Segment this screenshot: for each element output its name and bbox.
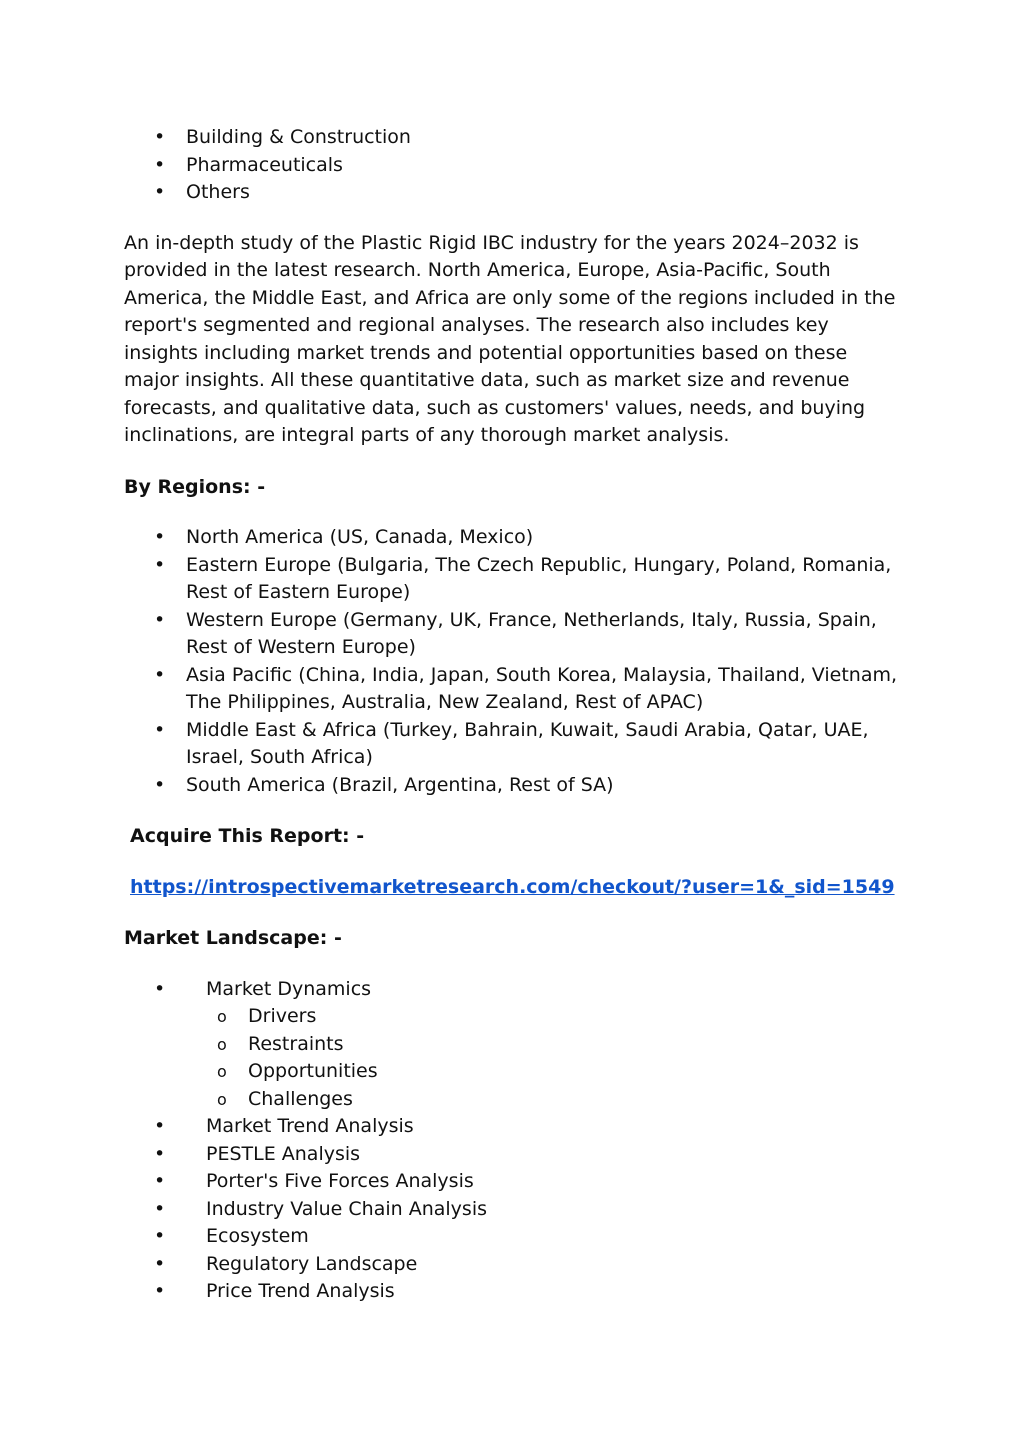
- list-item: • Ecosystem: [124, 1223, 902, 1251]
- dynamics-sublist: [124, 1003, 902, 1113]
- landscape-heading: Market Landscape: -: [124, 927, 342, 949]
- list-item: • Western Europe (Germany, UK, France, Netherlands, Italy, Russia, Spain, Rest of Western Europe): [124, 607, 902, 662]
- sub-list-item: o Challenges: [124, 1086, 902, 1114]
- checkout-link[interactable]: https://introspectivemarketresearch.com/checkout/?user=1&_sid=1549: [130, 875, 895, 898]
- list-item: • Market Trend Analysis: [124, 1113, 902, 1141]
- list-item: • Pharmaceuticals: [124, 152, 902, 180]
- sub-list-item: o Drivers: [124, 1003, 902, 1031]
- list-item: • Others: [124, 179, 902, 207]
- regions-heading: By Regions: -: [124, 475, 266, 498]
- landscape-list-rest: [124, 1113, 902, 1306]
- acquire-link-row: [124, 874, 902, 902]
- list-item: • South America (Brazil, Argentina, Rest of SA): [124, 772, 902, 800]
- sub-list-item: o Restraints: [124, 1031, 902, 1059]
- list-item: • Porter's Five Forces Analysis: [124, 1168, 902, 1196]
- landscape-list: [124, 976, 902, 1004]
- list-item: • Asia Pacific (China, India, Japan, South Korea, Malaysia, Thailand, Vietnam, The Philippines, Australia, New Zealand, Rest of APAC): [124, 662, 902, 717]
- intro-paragraph: An in-depth study of the Plastic Rigid IBC industry for the years 2024–2032 is provided in the latest research. North America, Europe, Asia-Pacific, South America, the Middle East, and Africa are only some of the regions included in the report's segmented and regional analyses. The research also includes key insights including market trends and potential opportunities based on these major insights. All these quantitative data, such as market size and revenue forecasts, and qualitative data, such as customers' values, needs, and buying inclinations, are integral parts of any thorough market analysis.: [124, 231, 896, 446]
- list-item: • PESTLE Analysis: [124, 1141, 902, 1169]
- list-item: [124, 976, 902, 1004]
- regions-list: [124, 524, 902, 799]
- list-item: • Industry Value Chain Analysis: [124, 1196, 902, 1224]
- list-item: • Price Trend Analysis: [124, 1278, 902, 1306]
- list-item: • Building & Construction: [124, 124, 902, 152]
- sub-list-item: o Opportunities: [124, 1058, 902, 1086]
- list-item: • Eastern Europe (Bulgaria, The Czech Republic, Hungary, Poland, Romania, Rest of Eastern Europe): [124, 552, 902, 607]
- list-item: • Middle East & Africa (Turkey, Bahrain, Kuwait, Saudi Arabia, Qatar, UAE, Israel, South Africa): [124, 717, 902, 772]
- page-content: [124, 124, 902, 1306]
- acquire-heading: Acquire This Report: -: [130, 825, 365, 847]
- list-item: • Regulatory Landscape: [124, 1251, 902, 1279]
- list-item-label: Market Dynamics: [206, 977, 372, 1000]
- industry-list: [124, 124, 902, 207]
- list-item: • North America (US, Canada, Mexico): [124, 524, 902, 552]
